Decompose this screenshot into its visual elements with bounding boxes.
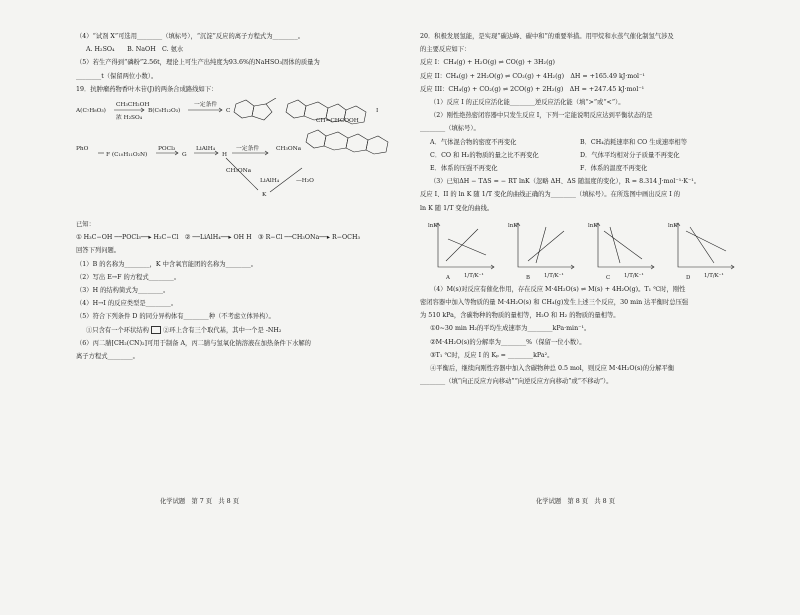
lnk-graphs-drawing bbox=[420, 221, 740, 283]
graph-b-ylabel: lnK bbox=[508, 222, 518, 229]
question-4-options: A. H₂SO₄ B. NaOH C. 氨水 bbox=[86, 46, 184, 54]
graph-b-xlabel: 1/T/K⁻¹ bbox=[544, 272, 564, 279]
synthesis-scheme-drawing bbox=[76, 98, 396, 216]
q20-part-4: （4）M(s)对反应有催化作用，存在反应 M·4H₂O(s) ⇌ M(s) + 4H₂O(g)。T₁ ℃时，刚性 bbox=[430, 285, 686, 293]
condition-2: 一定条件 bbox=[236, 146, 260, 153]
left-column bbox=[76, 30, 396, 363]
q20-part-2-cont: ________（填标号）。 bbox=[420, 125, 480, 133]
option-row-3 bbox=[420, 162, 740, 175]
known-reactions: ① H₃C−OH ──POCl₃──▸ H₃C−Cl ② ──LiAlH₄──▸ OH H ③ R−Cl ──CH₃ONa──▸ R−OCH₃ bbox=[76, 234, 361, 242]
reagent-sulfuric: 浓 H₂SO₄ bbox=[116, 115, 143, 122]
option-f: F．体系的温度不再变化 bbox=[580, 165, 648, 173]
graph-c-label: C bbox=[606, 274, 611, 281]
q20-part-3-cont: 反应 I、II 的 ln K 随 1/T 变化的曲线正确的为________（填标号）。在所选图中画出反应 I 的 bbox=[420, 191, 681, 199]
sub-question-6: （6）丙二腈[CH₂(CN)₂]可用于制备 A，丙二腈与氢氧化钠溶液在加热条件下水解的 bbox=[76, 339, 311, 347]
answer-intro: 回答下列问题。 bbox=[76, 247, 121, 255]
q20-part-4-3: ③T₁ ℃时，反应 I 的 Kₚ = ________kPa²。 bbox=[430, 351, 554, 359]
footer-page-8: 化学试题 第 8 页 共 8 页 bbox=[536, 498, 615, 505]
reagent-h2o: —H₂O bbox=[296, 178, 314, 185]
option-d: D．气体平均相对分子质量不再变化 bbox=[580, 151, 680, 159]
condition-i: ①只含有一个环状结构 bbox=[86, 326, 149, 334]
q20-part-2: （2）刚性绝热密闭容器中只发生反应 I，下列一定能说明反应达到平衡状态的是 bbox=[430, 112, 653, 120]
sub-question-4: （4）H→I 的反应类型是________。 bbox=[76, 300, 178, 308]
question-20-title-cont: 的主要反应如下： bbox=[420, 46, 471, 54]
compound-c: C bbox=[226, 108, 231, 115]
option-e: E．体系的压强不再变化 bbox=[430, 165, 498, 173]
compound-a: A(C₇H₈O₃) bbox=[76, 108, 106, 115]
compound-h: H bbox=[222, 152, 228, 159]
question-4-text: （4）“试剂 X”可选用________（填标号），“沉淀”反应的离子方程式为________。 bbox=[76, 33, 305, 40]
graph-d-ylabel: lnK bbox=[668, 222, 678, 229]
q20-part-4-cont: 密闭容器中加入等物质的量 M·4H₂O(s) 和 CH₄(g)发生上述三个反应，30 min 达平衡时总压强 bbox=[420, 299, 689, 307]
q20-part-4-4: ④平衡后，继续向刚性容器中加入含碳物种总 0.5 mol，则反应 M·4H₂O(s)的分解平衡 bbox=[430, 365, 675, 373]
reagent-rest: CH=CHCOOH bbox=[316, 118, 359, 125]
graph-c-ylabel: lnK bbox=[588, 222, 598, 229]
reagent-lialh4-2: LiAlH₄ bbox=[260, 178, 280, 185]
reagent-pocl3: POCl₃ bbox=[158, 146, 176, 153]
compound-g: G bbox=[182, 152, 187, 159]
compound-b: B(C₉H₁₂O₃) bbox=[148, 108, 181, 115]
right-column bbox=[420, 30, 740, 388]
synthesis-scheme bbox=[76, 98, 396, 216]
compound-f: F (C₁₀H₁₁O₂N) bbox=[106, 152, 148, 159]
option-row-1 bbox=[420, 136, 740, 149]
reaction-3: 反应 III：CH₄(g) + CO₂(g) ⇌ 2CO(g) + 2H₂(g) ΔH = +247.45 kJ·mol⁻¹ bbox=[420, 85, 645, 93]
q20-part-4-cont2: 为 510 kPa，含碳物种的物质的量相等，H₂O 和 H₂ 的物质的量相等。 bbox=[420, 312, 620, 320]
sub-question-2: （2）写出 E→F 的方程式________。 bbox=[76, 273, 181, 281]
graph-a-label: A bbox=[446, 274, 450, 281]
condition-ii: ②环上含有三个取代基，其中一个是 -NH₂ bbox=[163, 326, 282, 334]
q20-part-1: （1）反应 I 的正反应活化能________逆反应活化能（填“>”或“<”）。 bbox=[430, 99, 625, 107]
known-label: 已知： bbox=[76, 221, 95, 229]
compound-i: I bbox=[376, 108, 379, 115]
sub-question-6-cont: 离子方程式________。 bbox=[76, 353, 139, 361]
option-c: C．CO 和 H₂的物质的量之比不再变化 bbox=[430, 151, 539, 159]
sub-question-1: （1）B 的名称为________，K 中含氧官能团的名称为________。 bbox=[76, 260, 258, 268]
question-5-text-cont: ________t（保留两位小数）。 bbox=[76, 72, 158, 80]
reagent-lialh4: LiAlH₄ bbox=[196, 146, 216, 153]
sub-question-5: （5）符合下列条件 D 的同分异构体有________种（不考虑立体异构）。 bbox=[76, 313, 275, 321]
sub-question-3: （3）H 的结构简式为________。 bbox=[76, 287, 170, 295]
option-b: B．CH₄消耗速率和 CO 生成速率相等 bbox=[580, 138, 688, 146]
condition-1: 一定条件 bbox=[194, 102, 218, 109]
reaction-2: 反应 II：CH₄(g) + 2H₂O(g) ⇌ CO₂(g) + 4H₂(g) ΔH = +165.49 kJ·mol⁻¹ bbox=[420, 72, 645, 80]
lnk-graphs bbox=[420, 221, 740, 281]
option-row-2 bbox=[420, 149, 740, 162]
sub-question-5-conditions bbox=[76, 324, 396, 337]
footer-page-7: 化学试题 第 7 页 共 8 页 bbox=[160, 498, 239, 505]
q20-part-3: （3）已知ΔH − TΔS = − RT lnK（忽略 ΔH、ΔS 随温度的变化），R = 8.314 J·mol⁻¹·K⁻¹。 bbox=[430, 178, 701, 186]
graph-d-label: D bbox=[686, 274, 691, 281]
question-19-title: 19．抗肿瘤药物香叶木苷(J)的两条合成路线如下： bbox=[76, 85, 218, 93]
question-20-title: 20．积极发展氢能，是实现“碳达峰、碳中和”的重要举措。用甲烷和水蒸气催化制氢气涉及 bbox=[420, 33, 674, 40]
benzene-ring-icon bbox=[151, 326, 161, 334]
reagent-ch3ona-2: CH₃ONa bbox=[226, 168, 252, 175]
q20-part-4-4-cont: ________（填“向正反应方向移动”“向逆反应方向移动”或“不移动”）。 bbox=[420, 378, 613, 386]
reagent-ethanol: CH₃CH₂OH bbox=[116, 102, 150, 109]
q20-part-4-2: ②M·4H₂O(s)的分解率为________%（保留一位小数）。 bbox=[430, 338, 586, 346]
reaction-1: 反应 I：CH₄(g) + H₂O(g) ⇌ CO(g) + 3H₂(g) bbox=[420, 59, 556, 67]
q20-part-3-cont2: ln K 随 1/T 变化的曲线。 bbox=[420, 204, 494, 212]
question-5-text: （5）若生产得到“磷粉”2.56t，理论上可生产出纯度为93.6%的NaHSO₃固体的质量为 bbox=[76, 59, 320, 67]
phenol-label: PhO bbox=[76, 146, 89, 153]
reagent-ch3ona: CH₃ONa bbox=[276, 146, 302, 153]
compound-k: K bbox=[262, 192, 267, 199]
graph-b-label: B bbox=[526, 274, 530, 281]
graph-a-xlabel: 1/T/K⁻¹ bbox=[464, 272, 484, 279]
graph-c-xlabel: 1/T/K⁻¹ bbox=[624, 272, 644, 279]
option-a: A．气体混合物的密度不再变化 bbox=[430, 138, 517, 146]
graph-a-ylabel: lnK bbox=[428, 222, 438, 229]
q20-part-4-1: ①0~30 min H₂的平均生成速率为________kPa·min⁻¹。 bbox=[430, 325, 591, 333]
graph-d-xlabel: 1/T/K⁻¹ bbox=[704, 272, 724, 279]
